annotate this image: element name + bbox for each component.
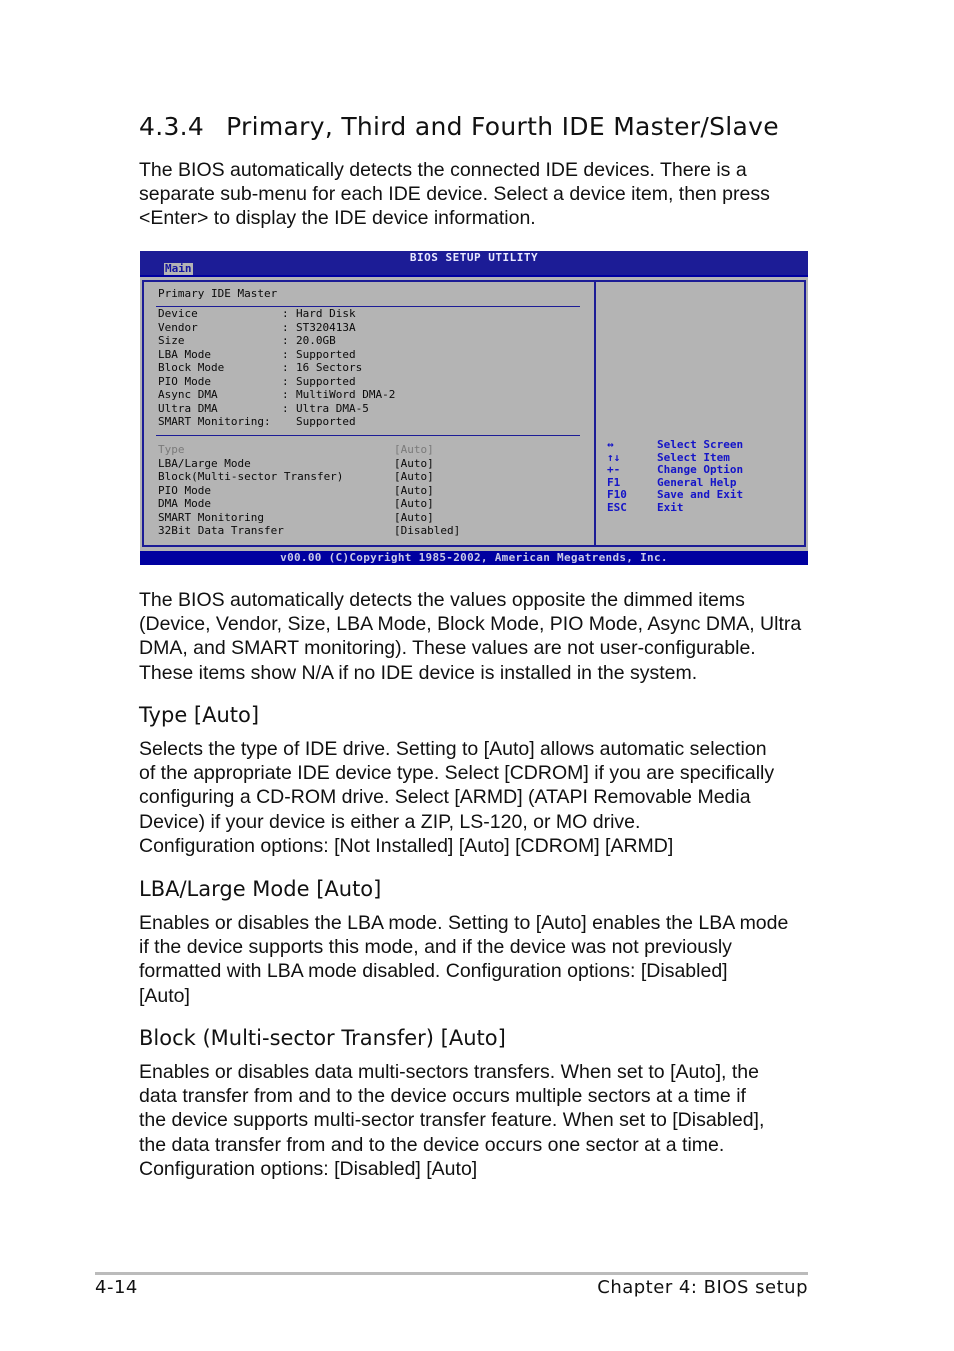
info-row: Ultra DMA : Ultra DMA-5: [158, 401, 369, 415]
nav-row: F1 General Help: [607, 475, 737, 489]
paragraph-line: the device supports multi-sector transfer feature. When set to [Disabled],: [139, 1109, 765, 1132]
option-pio-mode[interactable]: PIO Mode [Auto]: [158, 483, 434, 497]
bios-title: BIOS SETUP UTILITY: [409, 251, 539, 264]
paragraph-line: formatted with LBA mode disabled. Configuration options: [Disabled]: [139, 960, 728, 983]
section-heading: [139, 112, 779, 141]
info-row: LBA Mode : Supported: [158, 347, 356, 361]
dimmed-items-paragraph: [139, 588, 819, 685]
paragraph-line: The BIOS automatically detects the connected IDE devices. There is a: [139, 159, 747, 181]
bios-nav-help: [607, 439, 743, 514]
page-number: 4-14: [95, 1277, 138, 1298]
paragraph-line: Selects the type of IDE drive. Setting to [Auto] allows automatic selection: [139, 738, 767, 760]
nav-row: ESC Exit: [607, 500, 684, 514]
lba-paragraph: [139, 911, 819, 1008]
bios-options-list: [158, 443, 460, 538]
paragraph-line: data transfer from and to the device occurs multiple sectors at a time if: [139, 1085, 746, 1108]
intro-paragraph: [139, 158, 819, 231]
bios-screenshot: [140, 251, 808, 565]
paragraph-line: [Auto]: [139, 984, 190, 1007]
section-number: 4.3.4: [139, 112, 205, 141]
paragraph-line: of the appropriate IDE device type. Select [CDROM] if you are specifically: [139, 762, 775, 785]
paragraph-line: the data transfer from and to the device occurs one sector at a time.: [139, 1133, 725, 1156]
option-32bit-transfer[interactable]: 32Bit Data Transfer [Disabled]: [158, 524, 461, 537]
paragraph-line: separate sub-menu for each IDE device. Select a device item, then press: [139, 183, 770, 206]
bios-copyright: v00.00 (C)Copyright 1985-2002, American Megatrends, Inc.: [280, 551, 668, 564]
option-block-mode[interactable]: Block(Multi-sector Transfer) [Auto]: [158, 470, 434, 483]
subheading-lba-large-mode: LBA/Large Mode [Auto]: [139, 877, 382, 901]
arrows-vertical-icon: ↑↓: [607, 450, 621, 464]
bios-title-bar: [140, 251, 808, 275]
paragraph-line: Configuration options: [Not Installed] [Auto] [CDROM] [ARMD]: [139, 834, 674, 857]
paragraph-line: configuring a CD-ROM drive. Select [ARMD] (ATAPI Removable Media: [139, 786, 751, 809]
footer-rule: [95, 1272, 808, 1275]
paragraph-line: These items show N/A if no IDE device is installed in the system.: [139, 661, 698, 684]
nav-row: F10 Save and Exit: [607, 488, 744, 501]
paragraph-line: Configuration options: [Disabled] [Auto]: [139, 1157, 478, 1180]
paragraph-line: DMA, and SMART monitoring). These values are not user-configurable.: [139, 637, 756, 660]
bios-tab-main[interactable]: Main: [165, 262, 192, 275]
info-row: SMART Monitoring: Supported: [158, 415, 356, 428]
info-row: PIO Mode : Supported: [158, 374, 356, 388]
info-row: Device : Hard Disk: [158, 307, 356, 320]
paragraph-line: Device) if your device is either a ZIP, LS-120, or MO drive.: [139, 810, 641, 833]
divider: [156, 435, 580, 436]
section-title: Primary, Third and Fourth IDE Master/Slave: [226, 112, 779, 141]
option-smart-monitoring[interactable]: SMART Monitoring [Auto]: [158, 510, 434, 524]
info-row: Async DMA : MultiWord DMA-2: [158, 388, 396, 401]
type-paragraph: [139, 737, 819, 858]
paragraph-line: (Device, Vendor, Size, LBA Mode, Block Mode, PIO Mode, Async DMA, Ultra: [139, 613, 802, 636]
paragraph-line: <Enter> to display the IDE device information.: [139, 207, 536, 230]
bios-info-list: [158, 307, 395, 429]
nav-row: ↔ Select Screen: [607, 438, 744, 451]
paragraph-line: if the device supports this mode, and if the device was not previously: [139, 936, 732, 959]
paragraph-line: Enables or disables the LBA mode. Setting to [Auto] enables the LBA mode: [139, 912, 789, 934]
paragraph-line: The BIOS automatically detects the values opposite the dimmed items: [139, 589, 745, 611]
info-row: Vendor : ST320413A: [158, 320, 356, 334]
arrows-horizontal-icon: ↔: [607, 438, 614, 451]
bios-panel-title: Primary IDE Master: [158, 287, 278, 300]
block-paragraph: [139, 1060, 819, 1181]
paragraph-line: Enables or disables data multi-sectors transfers. When set to [Auto], the: [139, 1061, 759, 1083]
info-row: Block Mode : 16 Sectors: [158, 361, 363, 374]
chapter-label: Chapter 4: BIOS setup: [597, 1277, 808, 1298]
option-lba-large-mode[interactable]: LBA/Large Mode [Auto]: [158, 456, 434, 470]
nav-row: ↑↓ Select Item: [607, 450, 730, 464]
bios-footer: [140, 551, 808, 565]
bios-body: [140, 277, 808, 551]
info-row: Size : 20.0GB: [158, 334, 336, 347]
subheading-type: Type [Auto]: [139, 703, 260, 727]
nav-row: +- Change Option: [607, 463, 744, 476]
subheading-block-transfer: Block (Multi-sector Transfer) [Auto]: [139, 1026, 506, 1050]
option-dma-mode[interactable]: DMA Mode [Auto]: [158, 497, 434, 510]
option-type[interactable]: Type [Auto]: [158, 443, 434, 456]
